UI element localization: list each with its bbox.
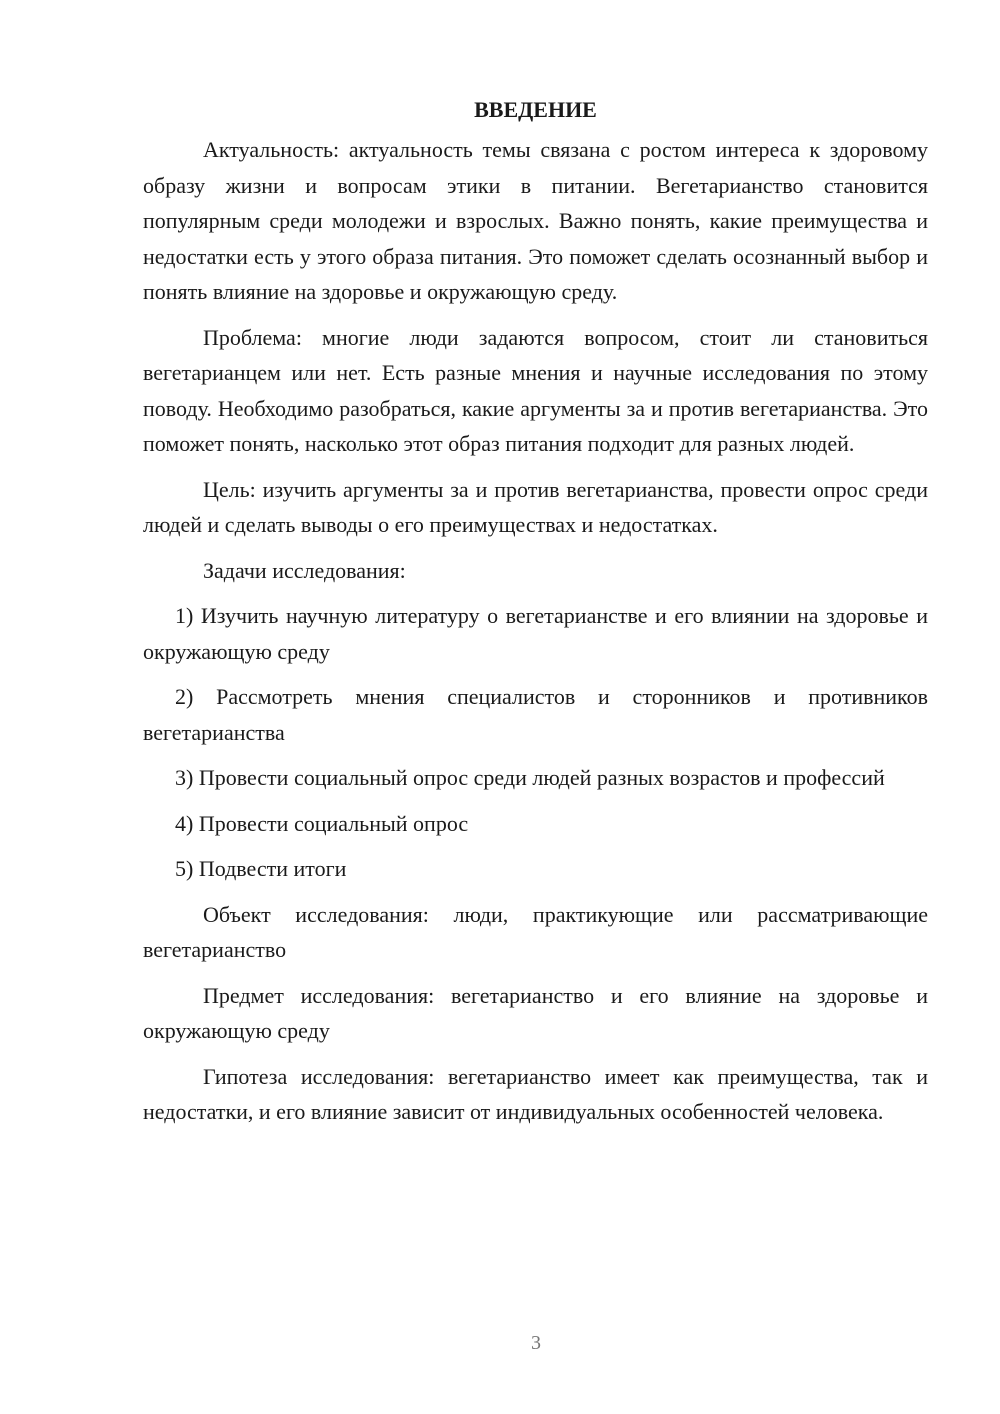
task-item-3: 3) Провести социальный опрос среди людей разных возрастов и профессий — [175, 765, 885, 790]
problem-paragraph: Проблема: многие люди задаются вопросом, стоит ли становиться вегетарианцем или нет. Есть разные мнения и научные исследования по этому поводу. Необходимо разобраться, какие аргументы за и против вегетарианства. Это поможет понять, насколько этот образ питания подходит для разных людей. — [143, 324, 928, 456]
subject-paragraph: Предмет исследования: вегетарианство и его влияние на здоровье и окружающую среду — [143, 982, 928, 1043]
tasks-title: Задачи исследования: — [203, 557, 406, 583]
object-paragraph: Объект исследования: люди, практикующие или рассматривающие вегетарианство — [143, 901, 928, 962]
page-title: ВВЕДЕНИЕ — [474, 97, 597, 122]
page-number: 3 — [531, 1332, 541, 1354]
document-page — [143, 94, 928, 1140]
task-item-5: 5) Подвести итоги — [175, 856, 347, 881]
task-item-4: 4) Провести социальный опрос — [175, 810, 469, 836]
task-item-2: 2) Рассмотреть мнения специалистов и сторонников и противников вегетарианства — [143, 684, 928, 745]
task-item-1: 1) Изучить научную литературу о вегетарианстве и его влиянии на здоровье и окружающую среду — [143, 603, 928, 664]
hypothesis-paragraph: Гипотеза исследования: вегетарианство имеет как преимущества, так и недостатки, и его влияние зависит от индивидуальных особенностей человека. — [143, 1063, 928, 1124]
relevance-paragraph: Актуальность: актуальность темы связана с ростом интереса к здоровому образу жизни и вопросам этики в питании. Вегетарианство становится популярным среди молодежи и взрослых. Важно понять, какие преимущества и недостатки есть у этого образа питания. Это поможет сделать осознанный выбор и понять влияние на здоровье и окружающую среду. — [143, 137, 928, 304]
goal-paragraph: Цель: изучить аргументы за и против вегетарианства, провести опрос среди людей и сделать выводы о его преимуществах и недостатках. — [143, 476, 928, 537]
